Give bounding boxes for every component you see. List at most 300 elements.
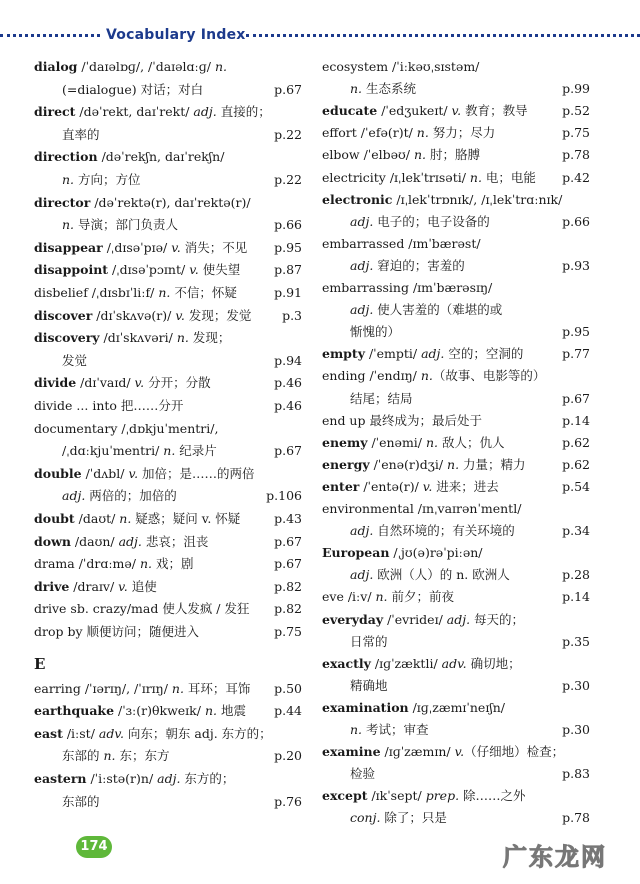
part-of-speech: adj. [157,771,181,786]
definition: 自然环境的；有关环境的 [373,523,515,539]
pronunciation: 结尾；结局 [350,390,413,406]
pronunciation: electricity /ɪˌlekˈtrɪsəti/ [322,169,470,185]
index-entry [34,700,302,722]
index-entry [322,78,590,100]
index-entry [322,697,590,719]
page-ref: p.34 [562,523,590,539]
index-entry [322,719,590,741]
part-of-speech: n. [447,456,460,472]
entry-text [350,299,502,321]
index-entry [34,237,302,259]
header-dotted-rule-right [246,34,640,37]
entry-text [322,586,454,608]
index-entry [322,454,590,476]
part-of-speech: adv. [441,655,467,671]
page-ref: p.28 [562,567,590,583]
index-entry [34,305,302,327]
headword: discover [34,307,93,323]
entry-text [34,56,227,78]
pronunciation: drive sb. crazy/mad 使人发疯 / 发狂 [34,601,250,617]
page-ref: p.3 [282,307,302,323]
index-entry [34,214,302,236]
entry-text [34,418,218,440]
index-entry [34,723,302,745]
entry-text [34,101,271,123]
pronunciation: /dəˈrektə(r), daɪˈrektə(r)/ [90,194,251,210]
pronunciation: /ˈdaɪəlɒɡ/, /ˈdaɪəlɑːɡ/ [77,59,215,74]
entry-text [350,388,413,410]
index-entry [322,586,590,608]
pronunciation: /ɪɡˌzæmɪˈneɪʃn/ [408,699,505,715]
part-of-speech: n. [103,748,116,764]
headword: dialog [34,59,78,74]
definition: 敌人；仇人 [438,434,505,450]
index-entry [34,440,302,462]
part-of-speech: v. [422,478,433,494]
definition: 导演；部门负责人 [74,217,179,233]
definition: 欧洲（人）的 n. 欧洲人 [373,567,510,583]
definition: 东；东方 [115,748,170,764]
part-of-speech: v. [171,239,181,255]
definition: 努力；尽力 [428,125,496,141]
index-entry [322,653,590,675]
entry-text [322,122,495,144]
definition: 两倍的；加倍的 [85,488,177,504]
pronunciation: 惭愧的） [350,324,401,340]
header-dotted-rule-left [0,34,100,37]
definition: 分开；分散 [144,375,211,391]
entry-text [322,410,482,432]
headword: double [34,465,82,481]
entry-text [322,167,536,189]
pronunciation: embarrassing /ɪmˈbærəsɪŋ/ [322,280,493,295]
pronunciation: 精确地 [350,677,388,693]
page-ref: p.43 [274,511,302,526]
entry-text [322,785,526,807]
index-entry [322,343,590,365]
page-ref: p.50 [274,680,302,696]
part-of-speech: n. [416,125,429,141]
index-entry [34,621,302,643]
page-ref: p.91 [274,285,302,300]
pronunciation: effort /ˈefə(r)t/ [322,125,417,141]
index-entry [322,56,590,78]
headword: director [34,194,91,210]
pronunciation: divide ... into 把……分开 [34,398,184,413]
page-ref: p.67 [274,556,302,572]
index-entry [322,321,590,343]
definition: 进来；进去 [432,478,499,494]
entry-text [62,791,100,813]
entry-text [62,169,141,191]
index-entry [34,395,302,417]
index-entry [322,233,590,255]
index-entry [34,350,302,372]
page-ref: p.30 [562,677,590,693]
headword: direct [34,104,76,120]
page-ref: p.14 [562,412,590,428]
entry-text [350,763,375,785]
entry-text [34,576,157,598]
page-ref: p.35 [562,633,590,649]
entry-text [350,211,490,233]
entry-text [62,214,178,236]
page-ref: p.20 [274,748,302,764]
headword: divide [34,375,77,391]
part-of-speech: n. [204,703,217,719]
definition: 疑惑；疑问 v. 怀疑 [131,511,241,526]
pronunciation: /ˈedʒukeɪt/ [377,103,452,119]
pronunciation: /dɪˈskʌvəri/ [99,330,177,346]
index-entry [322,144,590,166]
part-of-speech: n. [176,330,189,346]
index-entry [34,101,302,123]
definition: （仔细地）检查； [464,744,565,760]
part-of-speech: n. [62,172,75,187]
index-entry [322,211,590,233]
definition: 戏；剧 [152,556,194,572]
index-entry [322,564,590,586]
index-entry [34,192,302,214]
page-ref: p.75 [274,624,302,639]
page-ref: p.83 [562,766,590,782]
definition: 发现； [188,330,231,346]
pronunciation: 东部的 [62,793,100,809]
entry-text [34,531,208,553]
definition: 窘迫的；害羞的 [373,257,465,273]
definition: 确切地； [466,655,521,671]
entry-text [350,807,447,829]
definition: 加倍；是……的两倍 [138,465,255,481]
part-of-speech: n. [171,680,184,696]
part-of-speech: adj. [446,611,471,627]
part-of-speech: n. [158,285,171,300]
definition: 不信；怀疑 [170,285,237,300]
part-of-speech: adj. [350,257,374,273]
entry-text [34,327,230,349]
part-of-speech: n. [350,81,363,97]
page-header [0,24,640,46]
pronunciation: /iːst/ [62,725,99,741]
headword: disappear [34,239,103,255]
index-entry [322,122,590,144]
index-entry [322,807,590,829]
definition: 生态系统 [362,81,417,97]
pronunciation: /ˌdɪsəˈpɪə/ [102,239,172,255]
entry-text [62,79,203,101]
pronunciation: /draɪv/ [69,578,119,594]
entry-text [62,440,217,462]
index-entry [322,498,590,520]
pronunciation: /daʊt/ [74,511,120,526]
page-ref: p.78 [562,810,590,826]
pronunciation: embarrassed /ɪmˈbærəst/ [322,235,481,251]
entry-text [34,621,199,643]
entry-text [322,233,481,255]
headword: everyday [322,611,384,627]
index-entry [322,365,590,387]
index-entry [322,741,590,763]
page-ref: p.66 [274,217,302,233]
index-entry [322,388,590,410]
entry-text [62,745,170,767]
index-entry [34,768,302,790]
definition: 直接的； [216,104,271,120]
entry-text [322,100,528,122]
definition: 前夕；前夜 [387,589,455,605]
part-of-speech: n. [420,368,433,384]
pronunciation: end up 最终成为；最后处于 [322,412,482,428]
index-entry [34,791,302,813]
headword: enter [322,478,360,494]
pronunciation: elbow /ˈelbəʊ/ [322,147,414,163]
page-ref: p.106 [266,488,302,504]
entry-text [322,542,483,564]
index-entry [322,255,590,277]
entry-text [34,237,247,259]
entry-text [322,476,499,498]
definition: 力量；精力 [459,456,526,472]
part-of-speech: v. [451,103,462,119]
definition: 电；电能 [481,169,536,185]
index-entry [34,598,302,620]
definition: 考试；审查 [362,722,429,737]
entry-text [350,520,515,542]
entry-text [34,678,250,700]
pronunciation: drop by 顺便访问；随便进入 [34,624,200,639]
entry-text [322,343,523,365]
index-entry [322,189,590,211]
headword: examination [322,699,409,715]
definition: 方向；方位 [74,172,141,187]
headword: direction [34,149,98,165]
headword: enemy [322,434,368,450]
index-entry [34,79,302,101]
page-ref: p.22 [274,172,302,187]
page-ref: p.62 [562,434,590,450]
part-of-speech: v. [175,307,185,323]
entry-text [322,56,479,78]
page-ref: p.67 [562,390,590,406]
pronunciation: /ɪkˈsept/ [367,788,426,804]
pronunciation: /ˈdʌbl/ [81,465,129,481]
pronunciation: /dɪˈskʌvə(r)/ [92,307,176,323]
headword: educate [322,103,378,119]
entry-text [34,463,255,485]
page-ref: p.42 [562,169,590,185]
part-of-speech: n. [413,147,427,163]
entry-text [34,305,251,327]
entry-text [350,719,429,741]
entry-text [322,653,521,675]
definition: 东方的； [180,771,235,786]
definition: 使失望 [198,262,241,278]
entry-text [350,255,465,277]
definition: 地震 [216,703,246,719]
entry-text [34,768,234,790]
index-entry [34,463,302,485]
page-ref: p.95 [274,239,302,255]
definition: 纪录片 [175,443,217,459]
page-ref: p.76 [274,793,302,809]
part-of-speech: conj. [350,810,381,826]
pronunciation: environmental /ɪnˌvaɪrənˈmentl/ [322,501,522,516]
index-entry [322,476,590,498]
part-of-speech: n. [214,59,227,74]
entry-text [34,723,272,745]
entry-text [350,564,510,586]
index-entry [322,410,590,432]
section-letter: E [34,654,46,673]
pronunciation: 直率的 [62,126,100,142]
pronunciation: 检验 [350,766,376,782]
pronunciation: /dəˈrekt, daɪˈrekt/ [75,104,194,120]
index-entry [34,259,302,281]
index-entry [34,745,302,767]
page-ref: p.62 [562,456,590,472]
headword: down [34,533,71,549]
headword: exactly [322,655,371,671]
pronunciation: /ˈenə(r)dʒi/ [369,456,448,472]
part-of-speech: adj. [193,104,217,120]
index-entry [34,56,302,78]
pronunciation: earring /ˈɪərɪŋ/, /ˈɪrɪŋ/ [34,680,172,696]
entry-text [34,508,240,530]
definition: 使人害羞的（难堪的或 [373,302,503,318]
definition: 空的；空洞的 [444,346,524,362]
headword: European [322,545,390,561]
definition: 发现；发觉 [184,307,252,323]
entry-text [322,454,526,476]
part-of-speech: v. [189,262,199,278]
index-entry [322,432,590,454]
pronunciation: drama /ˈdrɑːmə/ [34,556,140,572]
headword: discovery [34,330,100,346]
index-entry [322,631,590,653]
headword: empty [322,346,365,362]
entry-text [34,700,246,722]
part-of-speech: n. [62,217,75,233]
page-ref: p.82 [274,578,302,594]
index-entry [322,520,590,542]
index-entry [34,124,302,146]
pronunciation: /dɪˈvaɪd/ [76,375,135,391]
part-of-speech: n. [163,443,176,459]
entry-text [34,259,240,281]
entry-text [350,321,400,343]
watermark-logo: 广东龙网 [503,843,607,871]
entry-text [322,609,524,631]
index-entry [34,372,302,394]
index-entry [34,146,302,168]
entry-text [322,365,545,387]
index-entry [34,531,302,553]
entry-text [322,277,492,299]
entry-text [34,553,194,575]
entry-text [34,598,250,620]
entry-text [322,432,505,454]
pronunciation: /ˈempti/ [364,346,422,362]
index-entry [34,485,302,507]
headword: earthquake [34,703,115,719]
entry-text [350,675,388,697]
headword: eastern [34,771,87,786]
part-of-speech: v. [134,375,145,391]
pronunciation: 发觉 [62,352,88,368]
pronunciation: /ɪˌlekˈtrɒnɪk/, /ɪˌlekˈtrɑːnɪk/ [392,191,563,207]
page-title: Vocabulary Index [106,27,246,43]
definition: 消失；不见 [180,239,248,255]
index-entry [322,277,590,299]
index-entry [34,282,302,304]
part-of-speech: prep. [425,788,460,804]
page-ref: p.46 [274,398,302,413]
pronunciation: documentary /ˌdɒkjuˈmentri/, [34,420,219,436]
definition: 肘；胳膊 [426,147,480,163]
part-of-speech: adj. [350,213,374,229]
headword: examine [322,744,381,760]
page-ref: p.46 [274,375,302,391]
page-ref: p.75 [562,125,590,141]
part-of-speech: n. [426,434,439,450]
page-ref: p.93 [562,257,590,273]
entry-text [322,498,521,520]
page-ref: p.52 [562,103,590,119]
page-ref: p.67 [274,81,302,97]
definition: 向东；朝东 adj. 东方的； [123,725,272,741]
pronunciation: ecosystem /ˈiːkəʊˌsɪstəm/ [322,59,480,74]
part-of-speech: n. [469,169,482,185]
pronunciation: /dəˈrekʃn, daɪˈrekʃn/ [97,149,225,165]
page-ref: p.77 [562,346,590,362]
pronunciation: /ˌdɪsəˈpɔɪnt/ [108,262,190,278]
entry-text [62,485,177,507]
definition: 追使 [127,578,157,594]
headword: drive [34,578,70,594]
part-of-speech: n. [139,556,153,572]
page-ref: p.22 [274,126,302,142]
pronunciation: /ˈiːstə(r)n/ [86,771,158,786]
pronunciation: 日常的 [350,633,388,649]
definition: 每天的； [470,611,525,627]
entry-text [322,741,564,763]
entry-text [350,78,416,100]
page-ref: p.67 [274,443,302,459]
part-of-speech: adj. [350,302,374,318]
entry-text [322,697,505,719]
page-ref: p.44 [274,703,302,719]
entry-text [34,395,183,417]
entry-text [34,282,237,304]
page-number-badge: 174 [76,836,112,858]
headword: electronic [322,191,393,207]
headword: except [322,788,368,804]
page-ref: p.54 [562,478,590,494]
headword: east [34,725,63,741]
definition: 除了；只是 [380,810,447,826]
definition: 悲哀；沮丧 [141,533,209,549]
pronunciation: /daʊn/ [70,533,119,549]
entry-text [350,631,388,653]
page-ref: p.82 [274,601,302,617]
part-of-speech: n. [375,589,388,605]
page-ref: p.14 [562,589,590,605]
pronunciation: /ˈɜː(r)θkweɪk/ [114,703,205,719]
index-entry [322,675,590,697]
index-entry [322,167,590,189]
pronunciation: /ˈevrideɪ/ [383,611,447,627]
page-ref: p.67 [274,533,302,549]
